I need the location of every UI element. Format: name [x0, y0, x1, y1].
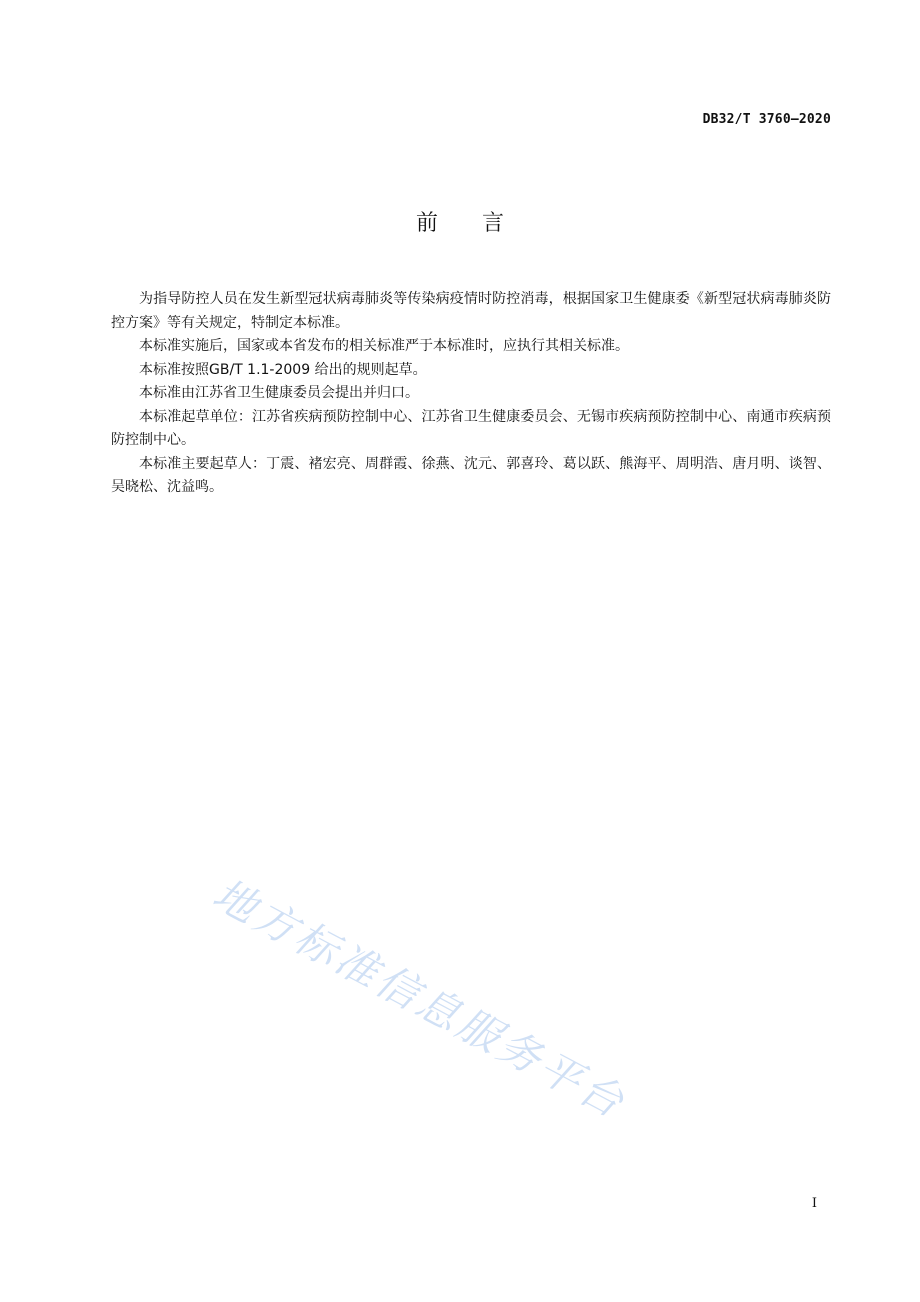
paragraph-drafting-units: 本标准起草单位：江苏省疾病预防控制中心、江苏省卫生健康委员会、无锡市疾病预防控制中心、南通市疾病预防控制中心。: [111, 408, 831, 448]
paragraph-drafters: 本标准主要起草人：丁震、褚宏亮、周群霞、徐燕、沈元、郭喜玲、葛以跃、熊海平、周明浩、唐月明、谈智、吴晓松、沈益鸣。: [111, 455, 831, 495]
page-number: I: [811, 1196, 817, 1211]
paragraph-purpose: 为指导防控人员在发生新型冠状病毒肺炎等传染病疫情时防控消毒，根据国家卫生健康委《新型冠状病毒肺炎防控方案》等有关规定，特制定本标准。: [111, 291, 831, 331]
paragraph-drafting-rules: 本标准按照GB/T 1.1-2009 给出的规则起草。: [139, 361, 427, 378]
foreword-body: [111, 288, 831, 500]
page-title: 前 言: [415, 211, 504, 236]
standard-code: DB32/T 3760—2020: [702, 112, 831, 127]
paragraph-precedence: 本标准实施后，国家或本省发布的相关标准严于本标准时，应执行其相关标准。: [139, 338, 629, 354]
watermark: 地方标准信息服务平台: [205, 869, 635, 1129]
paragraph-proposer: 本标准由江苏省卫生健康委员会提出并归口。: [139, 385, 419, 401]
